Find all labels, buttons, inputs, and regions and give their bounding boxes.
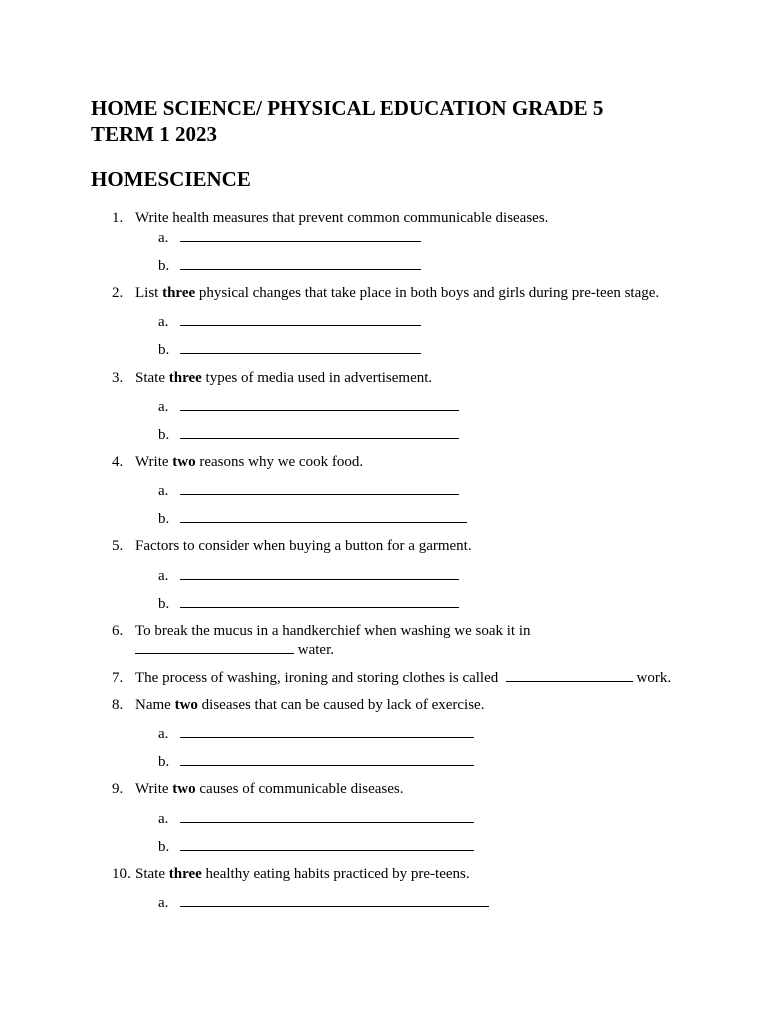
answer-label: a. — [158, 895, 169, 911]
question-8 — [112, 696, 484, 714]
question-number: 1. — [112, 210, 124, 226]
question-3 — [112, 369, 432, 387]
answer-label: b. — [158, 342, 170, 358]
answer-label: a. — [158, 399, 169, 415]
question-number: 6. — [112, 623, 124, 639]
document-title — [91, 95, 691, 147]
answer-blank[interactable] — [180, 566, 459, 580]
answer-blank[interactable] — [180, 809, 474, 823]
answer-label: b. — [158, 754, 170, 770]
question-number: 5. — [112, 538, 124, 554]
answer-5a — [158, 566, 459, 585]
question-6-continued — [135, 640, 334, 659]
question-number: 9. — [112, 781, 124, 797]
question-text-post: healthy eating habits practiced by pre-teens. — [201, 866, 470, 882]
fill-in-blank[interactable] — [506, 668, 633, 682]
answer-blank[interactable] — [180, 752, 474, 766]
question-number: 4. — [112, 454, 124, 470]
question-number: 8. — [112, 697, 124, 713]
answer-label: b. — [158, 839, 170, 855]
question-1 — [112, 209, 548, 227]
section-heading: HOMESCIENCE — [91, 167, 251, 191]
question-text-pre: Write — [135, 781, 173, 797]
answer-blank[interactable] — [180, 837, 474, 851]
answer-label: b. — [158, 596, 170, 612]
answer-blank[interactable] — [180, 481, 459, 495]
answer-2b — [158, 340, 421, 359]
question-text-post: diseases that can be caused by lack of exercise. — [197, 697, 485, 713]
answer-3a — [158, 397, 459, 416]
answer-label: b. — [158, 511, 170, 527]
question-text-end: work. — [636, 670, 672, 686]
question-6 — [112, 622, 531, 640]
answer-label: a. — [158, 314, 169, 330]
answer-blank[interactable] — [180, 228, 421, 242]
answer-1b — [158, 256, 421, 275]
answer-blank[interactable] — [180, 893, 489, 907]
question-text-post: types of media used in advertisement. — [201, 370, 433, 386]
answer-4a — [158, 481, 459, 500]
question-text-pre: List — [135, 285, 163, 301]
question-5 — [112, 537, 472, 555]
answer-blank[interactable] — [180, 724, 474, 738]
answer-label: a. — [158, 483, 169, 499]
question-9 — [112, 780, 403, 798]
answer-label: a. — [158, 230, 169, 246]
fill-in-blank[interactable] — [135, 640, 294, 654]
question-emphasis: two — [172, 781, 196, 797]
title-line-2: TERM 1 2023 — [91, 122, 217, 146]
question-text-end: water. — [297, 642, 334, 658]
question-text: Write health measures that prevent common communicable diseases. — [135, 210, 549, 226]
question-emphasis: two — [174, 697, 198, 713]
answer-label: a. — [158, 811, 169, 827]
question-number: 10. — [112, 866, 131, 882]
question-text-pre: State — [135, 866, 169, 882]
answer-1a — [158, 228, 421, 247]
answer-label: a. — [158, 726, 169, 742]
answer-blank[interactable] — [180, 509, 467, 523]
answer-4b — [158, 509, 467, 528]
question-7 — [112, 668, 671, 687]
question-emphasis: two — [172, 454, 196, 470]
question-number: 3. — [112, 370, 124, 386]
answer-blank[interactable] — [180, 256, 421, 270]
answer-label: b. — [158, 258, 170, 274]
question-text-post: physical changes that take place in both boys and girls during pre-teen stage. — [195, 285, 660, 301]
question-text-post: reasons why we cook food. — [195, 454, 364, 470]
question-4 — [112, 453, 363, 471]
answer-label: a. — [158, 568, 169, 584]
question-2 — [112, 284, 659, 302]
answer-blank[interactable] — [180, 340, 421, 354]
question-text: Factors to consider when buying a button for a garment. — [135, 538, 472, 554]
question-emphasis: three — [168, 866, 202, 882]
answer-9a — [158, 809, 474, 828]
question-10 — [112, 865, 470, 883]
title-line-1: HOME SCIENCE/ PHYSICAL EDUCATION GRADE 5 — [91, 96, 604, 120]
answer-9b — [158, 837, 474, 856]
answer-blank[interactable] — [180, 397, 459, 411]
question-emphasis: three — [162, 285, 196, 301]
answer-8a — [158, 724, 474, 743]
answer-8b — [158, 752, 474, 771]
question-number: 7. — [112, 670, 124, 686]
question-text-pre: Write — [135, 454, 173, 470]
answer-blank[interactable] — [180, 312, 421, 326]
answer-blank[interactable] — [180, 425, 459, 439]
answer-10a — [158, 893, 489, 912]
question-text-post: causes of communicable diseases. — [195, 781, 404, 797]
answer-label: b. — [158, 427, 170, 443]
question-emphasis: three — [168, 370, 202, 386]
answer-5b — [158, 594, 459, 613]
answer-3b — [158, 425, 459, 444]
question-text-pre: Name — [135, 697, 175, 713]
question-text: To break the mucus in a handkerchief when washing we soak it in — [135, 623, 531, 639]
answer-blank[interactable] — [180, 594, 459, 608]
question-text: The process of washing, ironing and storing clothes is called — [135, 670, 499, 686]
question-text-pre: State — [135, 370, 169, 386]
answer-2a — [158, 312, 421, 331]
question-number: 2. — [112, 285, 124, 301]
